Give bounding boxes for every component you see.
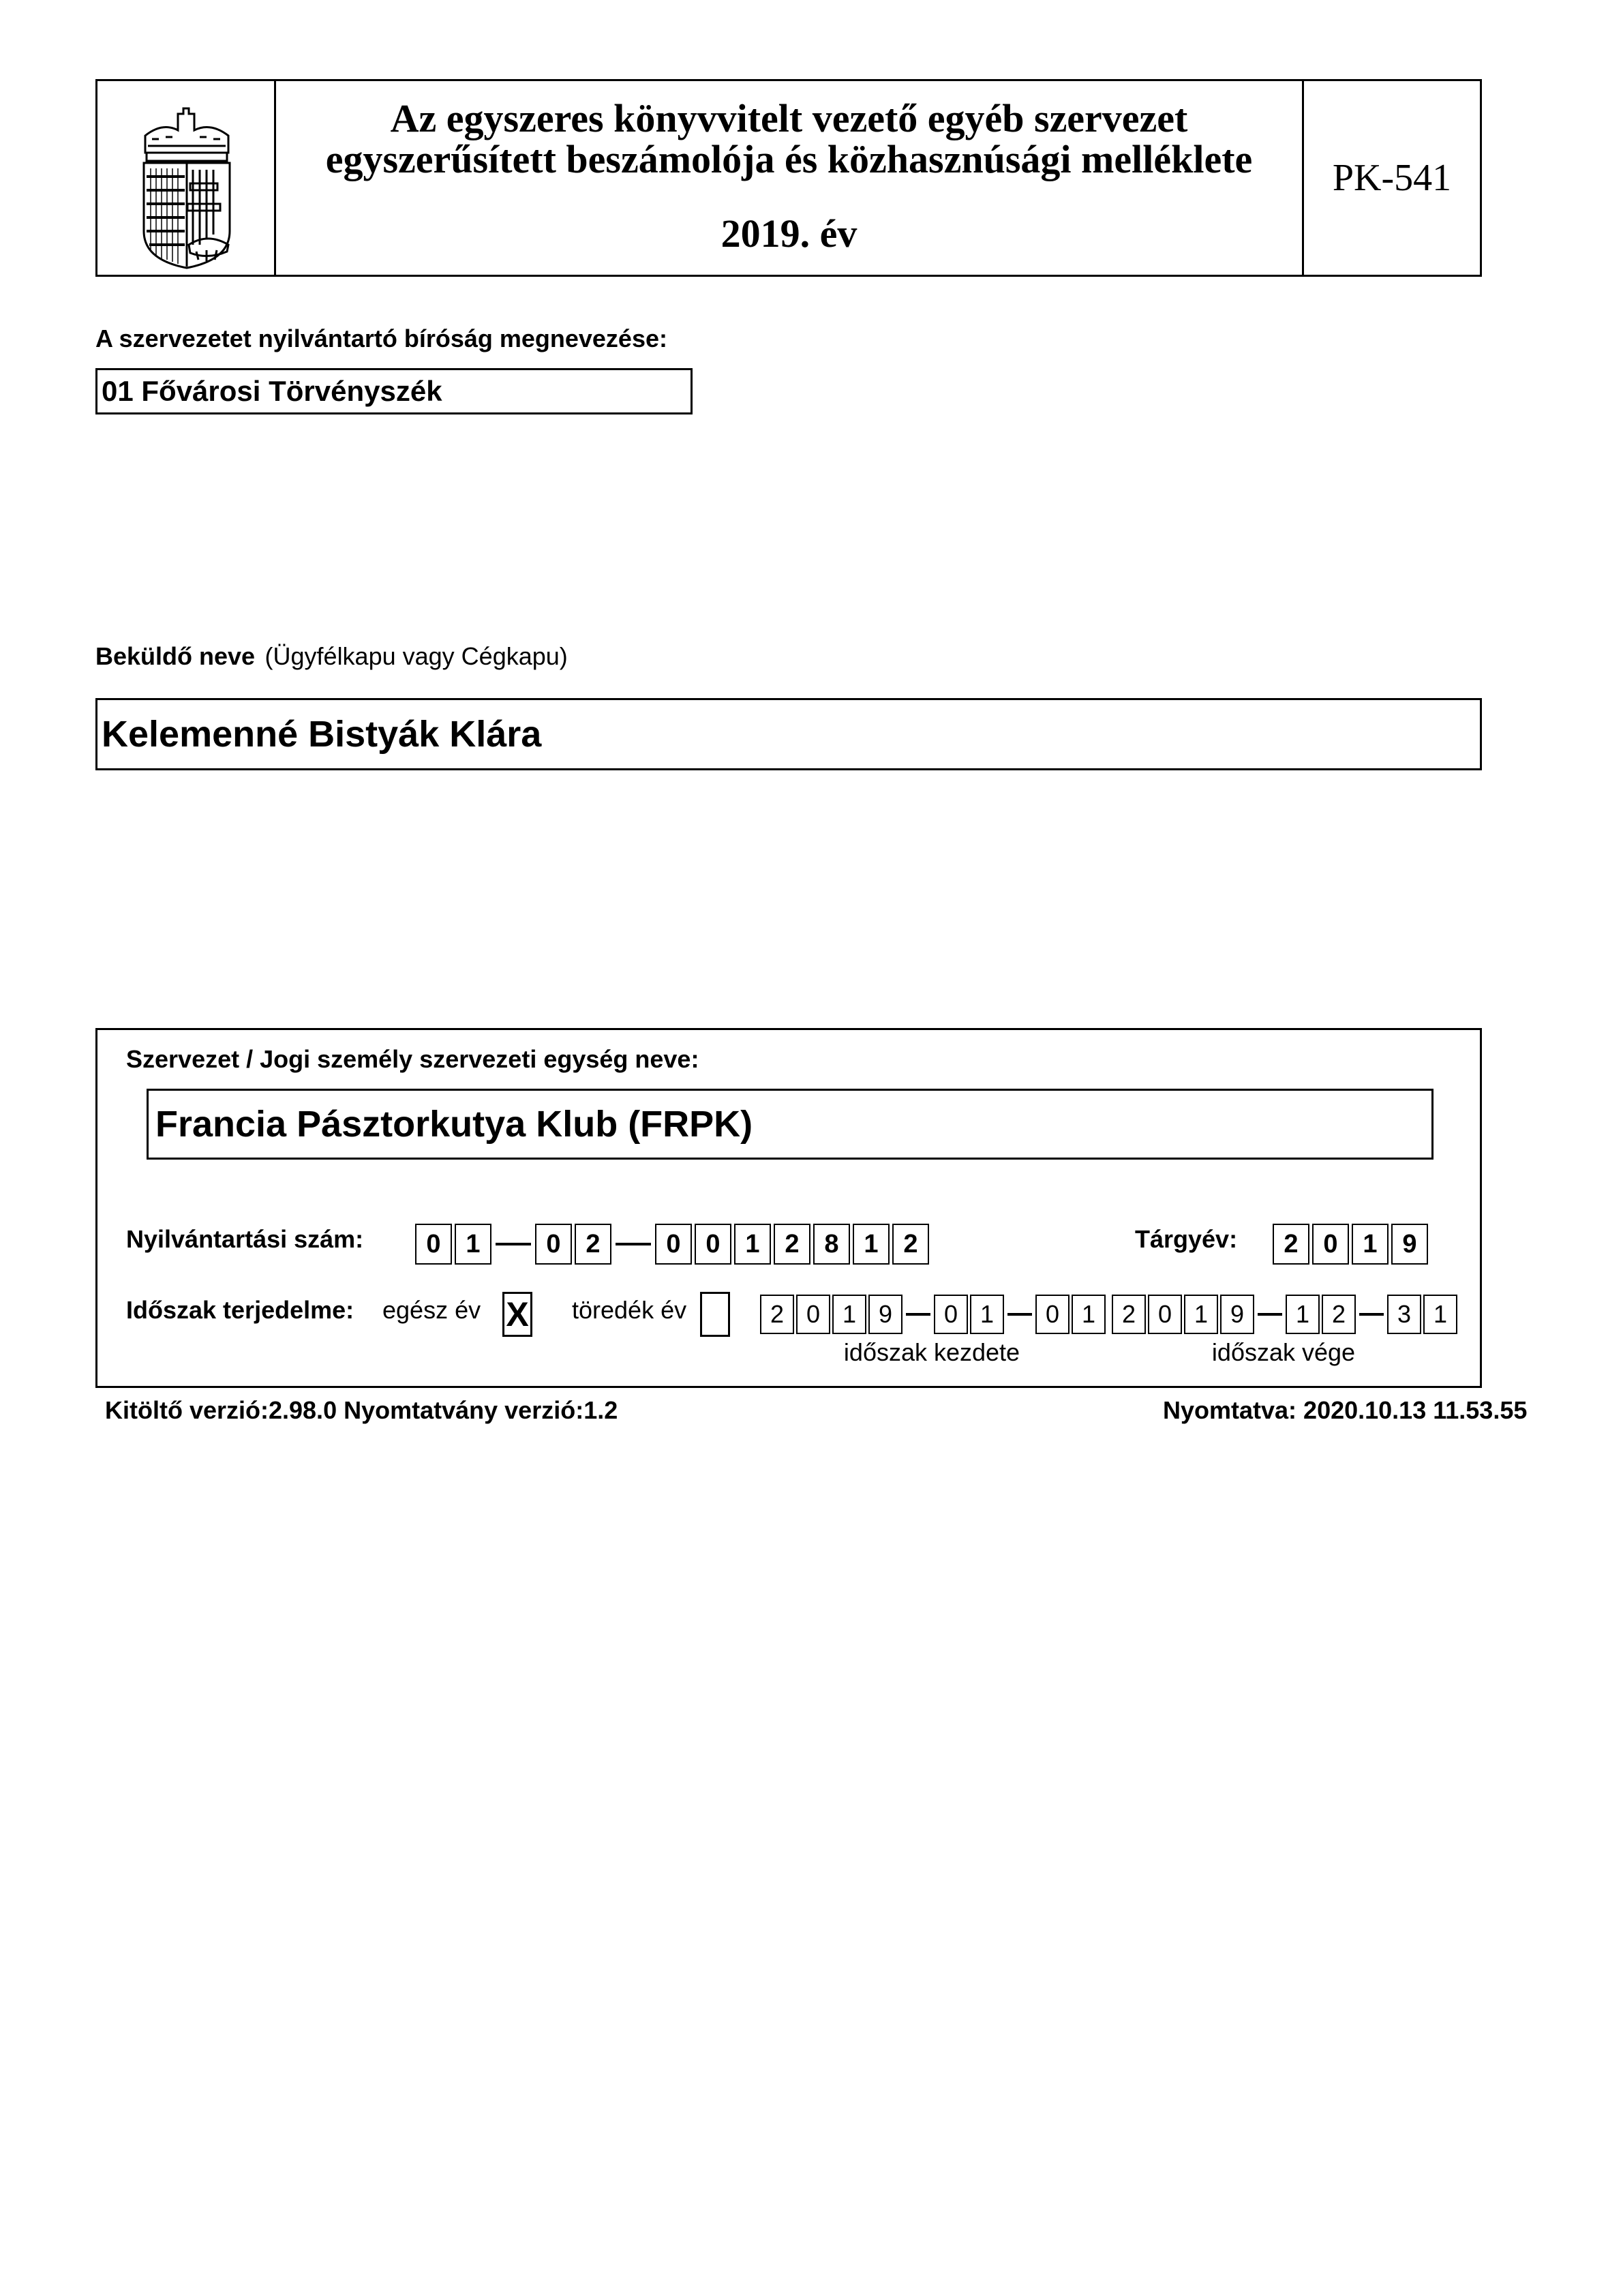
registration-separator	[616, 1243, 651, 1245]
period-start-digit: 1	[832, 1295, 866, 1334]
whole-year-label: egész év	[382, 1296, 481, 1324]
period-end-digit: 2	[1112, 1295, 1146, 1334]
form-year: 2019. év	[721, 211, 858, 256]
period-end-caption: időszak vége	[1211, 1338, 1356, 1366]
registration-digit: 2	[575, 1224, 611, 1265]
crest-cell	[97, 81, 276, 275]
form-header	[95, 79, 1482, 277]
registration-number[interactable]	[415, 1224, 932, 1265]
title-cell	[276, 81, 1304, 275]
period-start-digit: 0	[934, 1295, 968, 1334]
court-field[interactable]	[95, 368, 693, 414]
subject-year-label: Tárgyév:	[1135, 1225, 1238, 1253]
court-value: 01 Fővárosi Törvényszék	[102, 375, 442, 407]
registration-digit: 0	[655, 1224, 692, 1265]
period-label: Időszak terjedelme:	[126, 1296, 354, 1324]
registration-digit: 8	[813, 1224, 850, 1265]
whole-year-checkbox[interactable]	[502, 1292, 532, 1337]
print-timestamp: Nyomtatva: 2020.10.13 11.53.55	[1163, 1396, 1528, 1424]
period-start-separator	[1007, 1313, 1032, 1316]
hungarian-coat-of-arms-icon	[97, 81, 276, 275]
subject-year-digit: 9	[1391, 1224, 1428, 1265]
registration-digit: 0	[695, 1224, 731, 1265]
registration-digit: 1	[853, 1224, 890, 1265]
period-start-caption: időszak kezdete	[843, 1338, 1020, 1366]
period-end-digit: 0	[1148, 1295, 1182, 1334]
period-end-date[interactable]	[1112, 1295, 1459, 1334]
partial-year-label: töredék év	[572, 1296, 687, 1324]
subject-year-digit: 1	[1352, 1224, 1389, 1265]
sender-field[interactable]	[95, 698, 1482, 770]
registration-label: Nyilvántartási szám:	[126, 1225, 364, 1253]
form-code: PK-541	[1332, 157, 1452, 199]
organization-name-field[interactable]	[147, 1089, 1434, 1160]
whole-year-check-mark: X	[506, 1295, 529, 1333]
period-start-separator	[906, 1313, 930, 1316]
period-start-digit: 1	[1072, 1295, 1106, 1334]
registration-digit: 2	[892, 1224, 929, 1265]
period-end-digit: 9	[1220, 1295, 1254, 1334]
period-end-digit: 1	[1423, 1295, 1457, 1334]
sender-label-row	[95, 642, 568, 671]
period-start-digit: 0	[1035, 1295, 1070, 1334]
organization-name-label: Szervezet / Jogi személy szervezeti egység neve:	[126, 1045, 699, 1073]
registration-digit: 0	[535, 1224, 572, 1265]
sender-hint: (Ügyfélkapu vagy Cégkapu)	[264, 642, 568, 670]
period-start-date[interactable]	[760, 1295, 1108, 1334]
registration-digit: 1	[734, 1224, 771, 1265]
period-end-separator	[1258, 1313, 1282, 1316]
organization-name-value: Francia Pásztorkutya Klub (FRPK)	[155, 1104, 753, 1145]
organization-box	[95, 1028, 1482, 1388]
subject-year-digit: 0	[1312, 1224, 1349, 1265]
period-end-digit: 1	[1286, 1295, 1320, 1334]
period-end-separator	[1359, 1313, 1384, 1316]
period-start-digit: 9	[868, 1295, 902, 1334]
court-label: A szervezetet nyilvántartó bíróság megnevezése:	[95, 324, 667, 352]
period-end-digit: 3	[1387, 1295, 1421, 1334]
sender-label: Beküldő neve	[95, 642, 256, 670]
registration-separator	[496, 1243, 531, 1245]
subject-year[interactable]	[1273, 1224, 1431, 1265]
period-start-digit: 0	[796, 1295, 830, 1334]
period-end-digit: 2	[1322, 1295, 1356, 1334]
sender-value: Kelemenné Bistyák Klára	[102, 714, 542, 755]
period-end-digit: 1	[1184, 1295, 1218, 1334]
form-code-cell	[1304, 81, 1480, 275]
registration-digit: 1	[455, 1224, 491, 1265]
registration-digit: 0	[415, 1224, 452, 1265]
form-title-line-2: egyszerűsített beszámolója és közhasznúsági melléklete	[325, 137, 1253, 181]
subject-year-digit: 2	[1273, 1224, 1309, 1265]
period-start-digit: 2	[760, 1295, 794, 1334]
form-title-line-1: Az egyszeres könyvvitelt vezető egyéb szervezet	[390, 96, 1188, 140]
registration-digit: 2	[774, 1224, 810, 1265]
partial-year-checkbox[interactable]	[700, 1292, 730, 1337]
version-info: Kitöltő verzió:2.98.0 Nyomtatvány verzió:1.2	[105, 1396, 618, 1424]
period-start-digit: 1	[970, 1295, 1004, 1334]
